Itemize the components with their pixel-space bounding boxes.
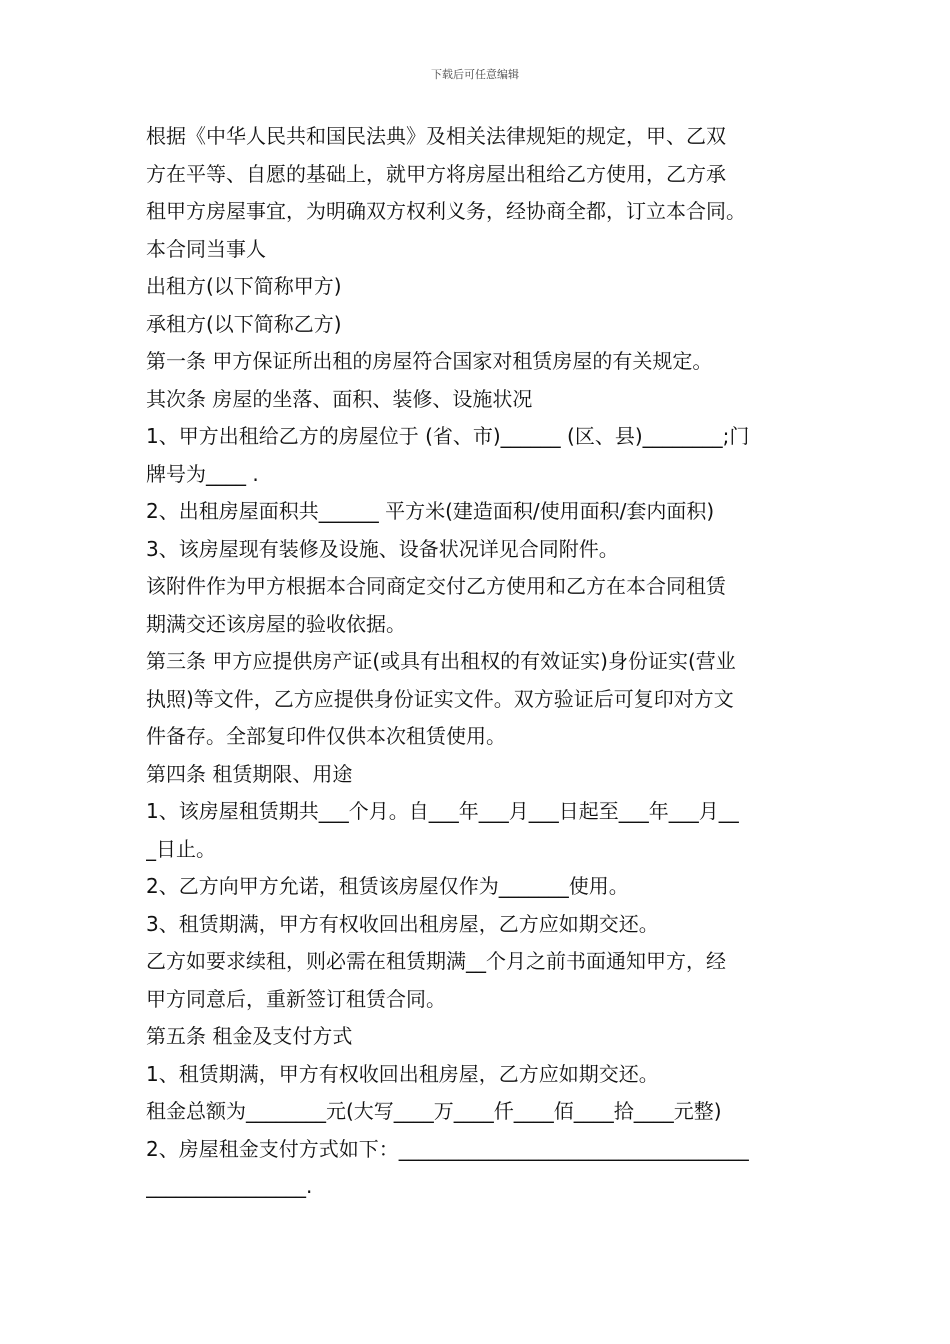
text-line: 方在平等、自愿的基础上，就甲方将房屋出租给乙方使用，乙方承 [146,161,726,186]
text-line: 2、房屋租金支付方式如下：___________________________________ [146,1136,749,1161]
text-line: 1、租赁期满，甲方有权收回出租房屋，乙方应如期交还。 [146,1061,659,1086]
text-line: _日止。 [146,836,216,861]
text-line: 1、甲方出租给乙方的房屋位于 (省、市)______ (区、县)________;门 [146,424,750,448]
article-4-heading: 第四条 租赁期限、用途 [146,761,353,786]
text-line: 3、租赁期满，甲方有权收回出租房屋，乙方应如期交还。 [146,911,659,936]
text-line: 期满交还该房屋的验收依据。 [146,611,406,636]
article-3: 第三条 甲方应提供房产证(或具有出租权的有效证实)身份证实(营业 [146,649,736,673]
article-5-heading: 第五条 租金及支付方式 [146,1024,353,1048]
section-heading: 本合同当事人 [146,236,266,261]
text-line: 执照)等文件，乙方应提供身份证实文件。双方验证后可复印对方文 [146,686,734,711]
text-line: 3、该房屋现有装修及设施、设备状况详见合同附件。 [146,536,619,561]
article-1: 第一条 甲方保证所出租的房屋符合国家对租赁房屋的有关规定。 [146,349,713,373]
text-line: 2、乙方向甲方允诺，租赁该房屋仅作为_______使用。 [146,874,629,898]
text-line: 2、出租房屋面积共______ 平方米(建造面积/使用面积/套内面积) [146,499,715,523]
text-line: 根据《中华人民共和国民法典》及相关法律规矩的规定，甲、乙双 [146,124,726,148]
text-line: 租甲方房屋事宜，为明确双方权利义务，经协商全都，订立本合同。 [146,199,746,223]
text-line: 1、该房屋租赁期共___个月。自___年___月___日起至___年___月__ [146,799,739,823]
text-line: 该附件作为甲方根据本合同商定交付乙方使用和乙方在本合同租赁 [146,574,726,598]
party-lessee: 承租方(以下简称乙方) [146,311,342,336]
text-line: ________________. [146,1174,313,1198]
text-line: 乙方如要求续租，则必需在租赁期满__个月之前书面通知甲方，经 [146,949,726,973]
text-line: 件备存。全部复印件仅供本次租赁使用。 [146,724,506,748]
page-header: 下载后可任意编辑 [431,68,519,81]
document-body [146,118,808,1206]
text-line: 甲方同意后，重新签订租赁合同。 [146,986,446,1011]
party-lessor: 出租方(以下简称甲方) [146,274,342,298]
article-2-heading: 其次条 房屋的坐落、面积、装修、设施状况 [146,386,533,411]
text-line: 牌号为____ . [146,461,259,486]
text-line: 租金总额为________元(大写____万____仟____佰____拾____元整) [146,1099,722,1123]
